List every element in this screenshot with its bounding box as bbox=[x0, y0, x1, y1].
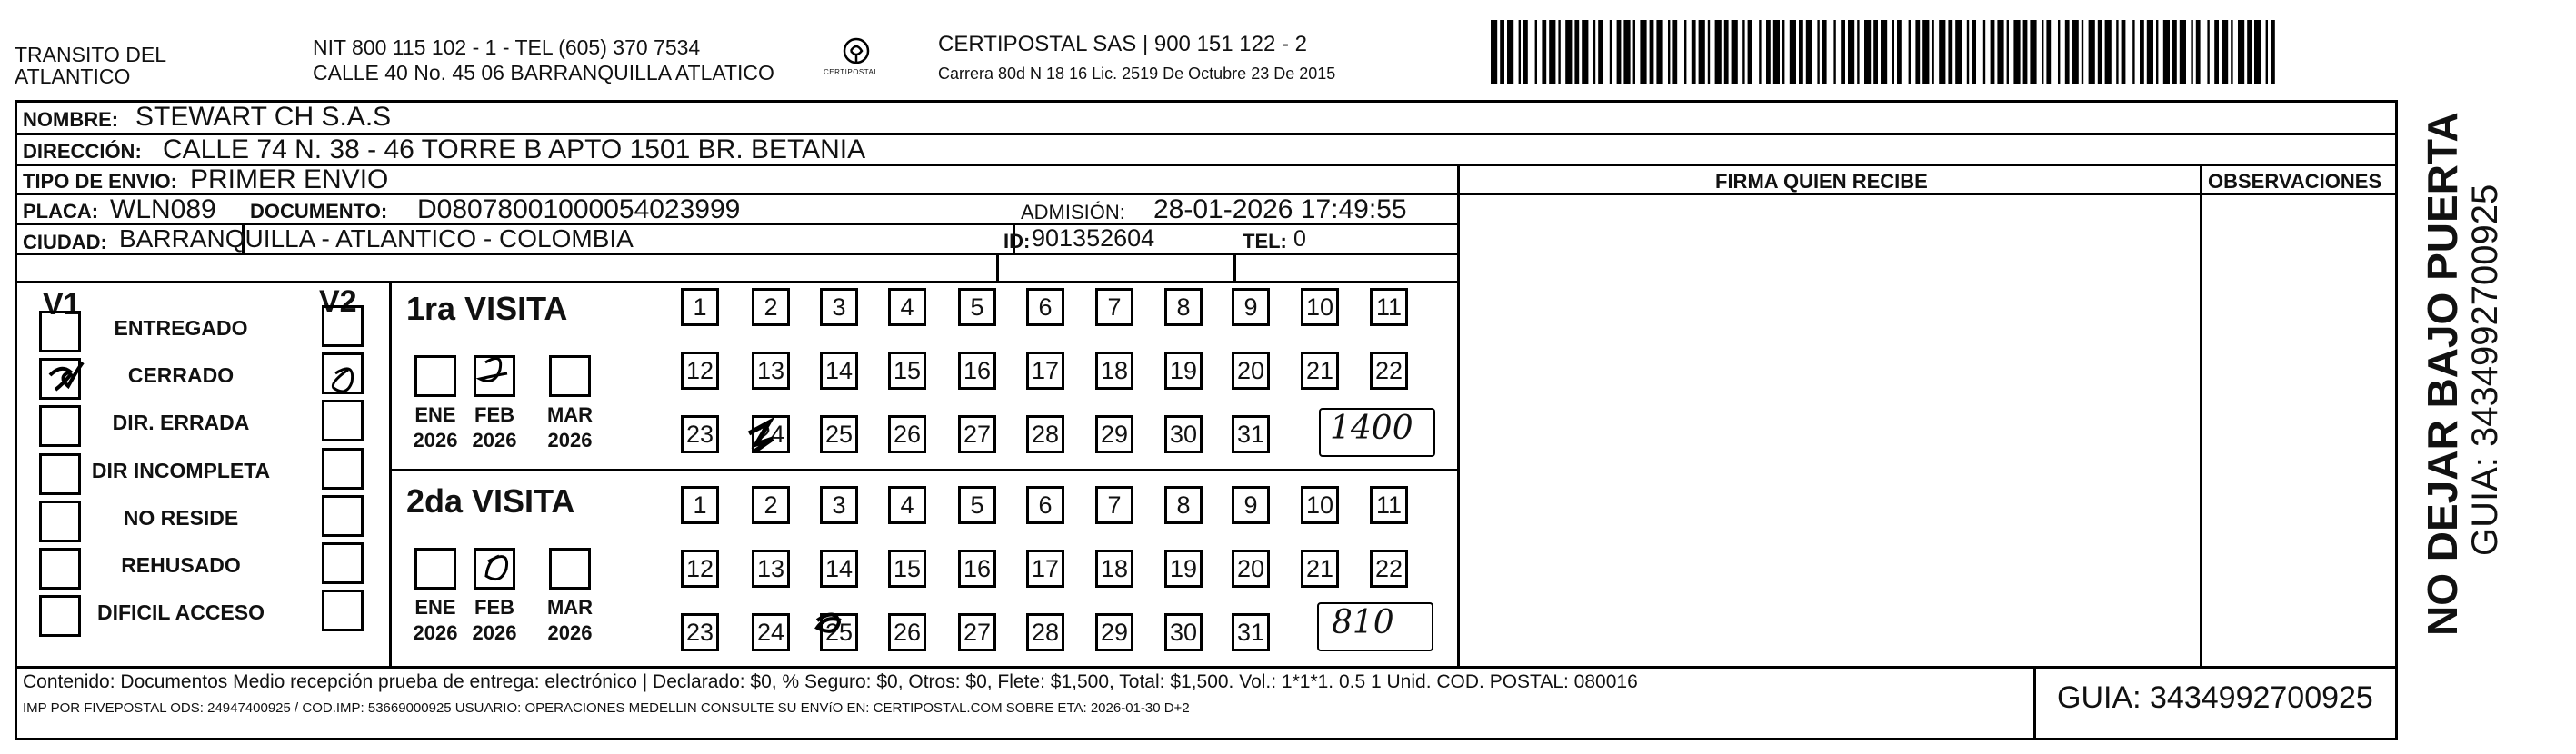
first-visit-day-15[interactable]: 15 bbox=[888, 352, 926, 390]
first-visit-day-2[interactable]: 2 bbox=[752, 288, 790, 326]
barcode-bar bbox=[1593, 20, 1595, 84]
barcode-bar bbox=[2082, 20, 2083, 84]
first-visit-day-31[interactable]: 31 bbox=[1232, 415, 1270, 453]
barcode-bar bbox=[1699, 20, 1705, 84]
barcode-bar bbox=[1955, 20, 1962, 84]
barcode-bar bbox=[2023, 20, 2028, 84]
first-visit-day-26[interactable]: 26 bbox=[888, 415, 926, 453]
address-line: CALLE 40 No. 45 06 BARRANQUILLA ATLATICO bbox=[313, 61, 774, 84]
second-visit-day-13[interactable]: 13 bbox=[752, 550, 790, 588]
second-visit-month-name: MAR bbox=[546, 596, 594, 619]
barcode-bar bbox=[1909, 20, 1911, 84]
nit-line: NIT 800 115 102 - 1 - TEL (605) 370 7534 bbox=[313, 35, 701, 59]
observaciones-label: OBSERVACIONES bbox=[2208, 170, 2382, 193]
barcode-bar bbox=[1732, 20, 1738, 84]
first-visit-month-name: MAR bbox=[546, 403, 594, 426]
first-visit-day-12[interactable]: 12 bbox=[681, 352, 719, 390]
barcode-bar bbox=[1897, 20, 1902, 84]
barcode-bar bbox=[2214, 20, 2219, 84]
tel-value: 0 bbox=[1293, 226, 1306, 252]
barcode-bar bbox=[1841, 20, 1845, 84]
barcode-bar bbox=[2196, 20, 2201, 84]
second-visit-day-30[interactable]: 30 bbox=[1164, 613, 1203, 651]
second-visit-day-18[interactable]: 18 bbox=[1095, 550, 1133, 588]
barcode-bar bbox=[1598, 20, 1603, 84]
barcode-bar bbox=[1507, 20, 1513, 84]
barcode-bar bbox=[1782, 20, 1784, 84]
second-visit-month-name: FEB bbox=[474, 596, 514, 619]
id-label: ID: bbox=[1003, 230, 1031, 253]
first-visit-month-year: 2026 bbox=[547, 429, 593, 451]
side-guia: GUIA: 3434992700925 bbox=[2465, 184, 2505, 556]
first-visit-day-29[interactable]: 29 bbox=[1095, 415, 1133, 453]
tipo-envio-value: PRIMER ENVIO bbox=[190, 164, 389, 194]
status-option-label: DIFICIL ACCESO bbox=[96, 600, 265, 624]
status-option-label: NO RESIDE bbox=[123, 506, 239, 530]
barcode-bar bbox=[1948, 20, 1952, 84]
barcode-bar bbox=[2254, 20, 2261, 84]
first-visit-day-27[interactable]: 27 bbox=[958, 415, 996, 453]
first-visit-day-10[interactable]: 10 bbox=[1301, 288, 1339, 326]
company-name-line2: ATLANTICO bbox=[15, 64, 131, 88]
barcode-bar bbox=[2007, 20, 2009, 84]
second-visit-day-10[interactable]: 10 bbox=[1301, 486, 1339, 524]
courier-line: CERTIPOSTAL SAS | 900 151 122 - 2 bbox=[938, 32, 1307, 56]
barcode-bar bbox=[2191, 20, 2192, 84]
ciudad-label: CIUDAD: bbox=[23, 231, 107, 253]
second-visit-day-22[interactable]: 22 bbox=[1370, 550, 1408, 588]
barcode-bar bbox=[2105, 20, 2112, 84]
imp-line: IMP POR FIVEPOSTAL ODS: 24947400925 / COD.IMP: 53669000925 USUARIO: OPERACIONES MEDELLIN CONSULTE SU ENVíO EN: CERTIPOSTAL.COM SOBRE ETA: 2026-01-30 D+2 bbox=[23, 700, 1190, 716]
barcode-bar bbox=[1692, 20, 1696, 84]
barcode-bar bbox=[1864, 20, 1871, 84]
barcode-bar bbox=[2140, 20, 2144, 84]
barcode-bar bbox=[2042, 20, 2043, 84]
first-visit-month-year: 2026 bbox=[413, 429, 458, 451]
barcode-bar bbox=[2172, 20, 2177, 84]
nombre-label: NOMBRE: bbox=[23, 108, 119, 131]
first-visit-time: 1400 bbox=[1330, 410, 1413, 447]
status-option-label: ENTREGADO bbox=[114, 316, 248, 340]
barcode bbox=[1491, 20, 2286, 84]
barcode-bar bbox=[2072, 20, 2079, 84]
second-visit-day-27[interactable]: 27 bbox=[958, 613, 996, 651]
barcode-bar bbox=[1640, 20, 1646, 84]
second-visit-day-19[interactable]: 19 bbox=[1164, 550, 1203, 588]
company-name-line1: TRANSITO DEL bbox=[15, 43, 166, 66]
first-visit-month-name: ENE bbox=[414, 403, 456, 426]
barcode-bar bbox=[1535, 20, 1537, 84]
logo-icon bbox=[820, 35, 893, 85]
barcode-bar bbox=[1922, 20, 1929, 84]
barcode-bar bbox=[2098, 20, 2102, 84]
status-option-label: DIR INCOMPLETA bbox=[91, 459, 271, 482]
barcode-bar bbox=[1742, 20, 1744, 84]
second-visit-month-year: 2026 bbox=[472, 621, 517, 644]
second-visit-day-6[interactable]: 6 bbox=[1026, 486, 1064, 524]
second-visit-day-2[interactable]: 2 bbox=[752, 486, 790, 524]
barcode-bar bbox=[1790, 20, 1796, 84]
barcode-bar bbox=[2147, 20, 2153, 84]
first-visit-day-25[interactable]: 25 bbox=[820, 415, 858, 453]
barcode-bar bbox=[2180, 20, 2186, 84]
ciudad-value: BARRANQUILLA - ATLANTICO - COLOMBIA bbox=[119, 224, 634, 253]
second-visit-day-24[interactable]: 24 bbox=[752, 613, 790, 651]
first-visit-day-16[interactable]: 16 bbox=[958, 352, 996, 390]
delivery-form bbox=[15, 100, 2398, 740]
barcode-bar bbox=[1650, 20, 1654, 84]
second-visit-day-5[interactable]: 5 bbox=[958, 486, 996, 524]
barcode-bar bbox=[1766, 20, 1771, 84]
barcode-bar bbox=[1833, 20, 1835, 84]
second-visit-day-25[interactable]: 25 bbox=[820, 613, 858, 651]
barcode-bar bbox=[1892, 20, 1894, 84]
documento-label: DOCUMENTO: bbox=[250, 200, 388, 223]
first-visit-day-13[interactable]: 13 bbox=[752, 352, 790, 390]
barcode-bar bbox=[2238, 20, 2244, 84]
first-visit-day-21[interactable]: 21 bbox=[1301, 352, 1339, 390]
v2-label: V2 bbox=[319, 284, 357, 319]
barcode-bar bbox=[2013, 20, 2020, 84]
second-visit-day-29[interactable]: 29 bbox=[1095, 613, 1133, 651]
barcode-bar bbox=[1799, 20, 1803, 84]
barcode-bar bbox=[2247, 20, 2252, 84]
contenido-line: Contenido: Documentos Medio recepción prueba de entrega: electrónico | Declarado: $0, % Seguro: $0, Otros: $0, Flete: $1,500, Total: $1,500. Vol.: 1*1*1. 0.5 1 Unid. COD. POSTAL: 080016 bbox=[23, 671, 1638, 692]
barcode-bar bbox=[1549, 20, 1555, 84]
barcode-bar bbox=[2271, 20, 2275, 84]
first-visit-day-9[interactable]: 9 bbox=[1232, 288, 1270, 326]
barcode-bar bbox=[2046, 20, 2051, 84]
barcode-bar bbox=[1500, 20, 1504, 84]
second-visit-month-year: 2026 bbox=[413, 621, 458, 644]
barcode-bar bbox=[1708, 20, 1710, 84]
barcode-bar bbox=[1983, 20, 1985, 84]
second-visit-day-21[interactable]: 21 bbox=[1301, 550, 1339, 588]
documento-value: D08078001000054023999 bbox=[417, 194, 741, 224]
barcode-graphic bbox=[1491, 20, 2286, 84]
first-visit-month-year: 2026 bbox=[472, 429, 517, 451]
barcode-bar bbox=[2266, 20, 2268, 84]
first-visit-day-14[interactable]: 14 bbox=[820, 352, 858, 390]
first-visit-title: 1ra VISITA bbox=[406, 290, 568, 327]
barcode-bar bbox=[2156, 20, 2158, 84]
barcode-bar bbox=[1715, 20, 1722, 84]
status-option-label: REHUSADO bbox=[121, 553, 241, 577]
id-value: 901352604 bbox=[1032, 224, 1155, 252]
barcode-bar bbox=[1748, 20, 1752, 84]
barcode-bar bbox=[1848, 20, 1854, 84]
admision-value: 28-01-2026 17:49:55 bbox=[1153, 194, 1407, 224]
first-visit-day-28[interactable]: 28 bbox=[1026, 415, 1064, 453]
barcode-bar bbox=[2030, 20, 2036, 84]
barcode-bar bbox=[1574, 20, 1579, 84]
barcode-bar bbox=[1523, 20, 1528, 84]
barcode-bar bbox=[1932, 20, 1933, 84]
barcode-bar bbox=[1623, 20, 1630, 84]
barcode-bar bbox=[1817, 20, 1819, 84]
v1-label: V1 bbox=[43, 287, 81, 322]
barcode-bar bbox=[2065, 20, 2070, 84]
second-visit-day-17[interactable]: 17 bbox=[1026, 550, 1064, 588]
second-visit-day-4[interactable]: 4 bbox=[888, 486, 926, 524]
first-visit-day-24[interactable]: 24 bbox=[752, 415, 790, 453]
barcode-bar bbox=[2089, 20, 2095, 84]
barcode-bar bbox=[1558, 20, 1560, 84]
second-visit-day-23[interactable]: 23 bbox=[681, 613, 719, 651]
first-visit-day-3[interactable]: 3 bbox=[820, 288, 858, 326]
first-visit-time-box bbox=[1319, 408, 1435, 457]
barcode-bar bbox=[1610, 20, 1612, 84]
barcode-bar bbox=[1972, 20, 1976, 84]
barcode-bar bbox=[1668, 20, 1670, 84]
second-visit-time-box bbox=[1317, 602, 1433, 651]
first-visit-day-5[interactable]: 5 bbox=[958, 288, 996, 326]
second-visit-day-16[interactable]: 16 bbox=[958, 550, 996, 588]
first-visit-day-17[interactable]: 17 bbox=[1026, 352, 1064, 390]
barcode-bar bbox=[1773, 20, 1780, 84]
first-visit-day-30[interactable]: 30 bbox=[1164, 415, 1203, 453]
first-visit-month-name: FEB bbox=[474, 403, 514, 426]
first-visit-day-11[interactable]: 11 bbox=[1370, 288, 1408, 326]
barcode-bar bbox=[2207, 20, 2209, 84]
barcode-bar bbox=[1822, 20, 1827, 84]
license-line: Carrera 80d N 18 16 Lic. 2519 De Octubre 23 De 2015 bbox=[938, 64, 1336, 83]
barcode-bar bbox=[1519, 20, 1521, 84]
barcode-bar bbox=[2222, 20, 2228, 84]
nombre-value: STEWART CH S.A.S bbox=[135, 102, 392, 132]
barcode-bar bbox=[1759, 20, 1761, 84]
barcode-bar bbox=[1967, 20, 1969, 84]
second-visit-day-31[interactable]: 31 bbox=[1232, 613, 1270, 651]
barcode-bar bbox=[2132, 20, 2134, 84]
first-visit-day-4[interactable]: 4 bbox=[888, 288, 926, 326]
barcode-bar bbox=[1656, 20, 1662, 84]
second-visit-month-year: 2026 bbox=[547, 621, 593, 644]
certipostal-logo bbox=[820, 35, 893, 85]
second-visit-day-3[interactable]: 3 bbox=[820, 486, 858, 524]
tel-label: TEL: bbox=[1243, 230, 1287, 253]
barcode-bar bbox=[1939, 20, 1945, 84]
placa-value: WLN089 bbox=[110, 194, 216, 224]
second-visit-day-20[interactable]: 20 bbox=[1232, 550, 1270, 588]
second-visit-month-name: ENE bbox=[414, 596, 456, 619]
second-visit-day-12[interactable]: 12 bbox=[681, 550, 719, 588]
barcode-bar bbox=[1991, 20, 1995, 84]
second-visit-time: 810 bbox=[1332, 604, 1394, 641]
barcode-bar bbox=[1565, 20, 1572, 84]
second-visit-title: 2da VISITA bbox=[406, 482, 575, 520]
second-visit-day-15[interactable]: 15 bbox=[888, 550, 926, 588]
barcode-bar bbox=[1672, 20, 1677, 84]
placa-label: PLACA: bbox=[23, 200, 99, 223]
status-option-label: CERRADO bbox=[127, 363, 235, 387]
barcode-bar bbox=[1542, 20, 1546, 84]
footer-guia: GUIA: 3434992700925 bbox=[2057, 680, 2373, 715]
second-visit-day-28[interactable]: 28 bbox=[1026, 613, 1064, 651]
handwritten-marks bbox=[17, 103, 1463, 666]
status-option-label: DIR. ERRADA bbox=[112, 411, 250, 434]
first-visit-day-23[interactable]: 23 bbox=[681, 415, 719, 453]
barcode-bar bbox=[2058, 20, 2060, 84]
second-visit-day-14[interactable]: 14 bbox=[820, 550, 858, 588]
barcode-bar bbox=[1881, 20, 1887, 84]
barcode-bar bbox=[1684, 20, 1686, 84]
logo-caption: CERTIPOSTAL bbox=[824, 68, 879, 76]
first-visit-day-20[interactable]: 20 bbox=[1232, 352, 1270, 390]
second-visit-day-7[interactable]: 7 bbox=[1095, 486, 1133, 524]
second-visit-day-26[interactable]: 26 bbox=[888, 613, 926, 651]
barcode-bar bbox=[1491, 20, 1497, 84]
admision-label: ADMISIÓN: bbox=[1021, 201, 1125, 223]
first-visit-day-22[interactable]: 22 bbox=[1370, 352, 1408, 390]
second-visit-day-8[interactable]: 8 bbox=[1164, 486, 1203, 524]
barcode-bar bbox=[2231, 20, 2232, 84]
first-visit-day-18[interactable]: 18 bbox=[1095, 352, 1133, 390]
barcode-bar bbox=[1724, 20, 1729, 84]
first-visit-day-7[interactable]: 7 bbox=[1095, 288, 1133, 326]
first-visit-day-1[interactable]: 1 bbox=[681, 288, 719, 326]
barcode-bar bbox=[1806, 20, 1812, 84]
first-visit-day-19[interactable]: 19 bbox=[1164, 352, 1203, 390]
barcode-bar bbox=[1633, 20, 1635, 84]
barcode-bar bbox=[1873, 20, 1878, 84]
barcode-bar bbox=[1617, 20, 1622, 84]
first-visit-day-6[interactable]: 6 bbox=[1026, 288, 1064, 326]
first-visit-day-8[interactable]: 8 bbox=[1164, 288, 1203, 326]
side-warning: NO DEJAR BAJO PUERTA bbox=[2419, 112, 2466, 636]
second-visit-day-1[interactable]: 1 bbox=[681, 486, 719, 524]
firma-label: FIRMA QUIEN RECIBE bbox=[1715, 170, 1928, 193]
direccion-label: DIRECCIÓN: bbox=[23, 140, 142, 163]
tipo-envio-label: TIPO DE ENVIO: bbox=[23, 170, 177, 193]
barcode-bar bbox=[2163, 20, 2170, 84]
direccion-value: CALLE 74 N. 38 - 46 TORRE B APTO 1501 BR. BETANIA bbox=[163, 134, 866, 164]
second-visit-day-9[interactable]: 9 bbox=[1232, 486, 1270, 524]
barcode-bar bbox=[1997, 20, 2003, 84]
second-visit-day-11[interactable]: 11 bbox=[1370, 486, 1408, 524]
barcode-bar bbox=[1857, 20, 1859, 84]
barcode-bar bbox=[2122, 20, 2126, 84]
barcode-bar bbox=[1582, 20, 1588, 84]
barcode-bar bbox=[1915, 20, 1920, 84]
barcode-bar bbox=[2116, 20, 2118, 84]
